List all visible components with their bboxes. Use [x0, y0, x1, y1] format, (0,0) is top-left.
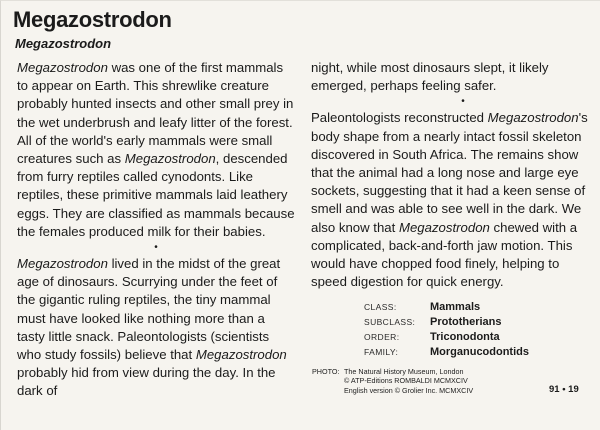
credit-label: PHOTO: — [312, 367, 340, 376]
paragraph — [17, 255, 295, 401]
taxonomy-row-subclass — [364, 316, 529, 331]
text-column-left — [17, 59, 295, 401]
taxonomy-value: Prototherians — [430, 316, 502, 328]
paragraph — [311, 109, 591, 291]
paragraph-text: was one of the first mammals to appear on Earth. This shrewlike creature probably hunted insects and other small prey in the wet underbrush and leafy litter of the forest. All of the world's early mammals were small creatures such as — [17, 60, 294, 167]
taxonomy-table — [364, 301, 529, 361]
species-name: Megazostrodon — [17, 60, 108, 75]
taxonomy-label: ORDER: — [364, 332, 400, 342]
species-name: Megazostrodon — [195, 347, 287, 363]
paragraph-text: Paleontologists reconstructed — [311, 110, 488, 126]
taxonomy-label: FAMILY: — [364, 347, 399, 357]
card-number: 91 • 19 — [549, 384, 579, 395]
paragraph-text: , descended from furry reptiles called cynodonts. Like reptiles, these primitive mammals laid leathery eggs. They are classified as mammals because the females produced milk for their babies. — [17, 151, 295, 239]
photo-credits — [312, 367, 473, 395]
card-title: Megazostrodon — [13, 7, 172, 32]
taxonomy-row-class — [364, 301, 529, 316]
taxonomy-row-order — [364, 331, 529, 346]
paragraph-text: lived in the midst of the great age of dinosaurs. Scurrying under the feet of the gigantic ruling reptiles, the tiny mammal must have looked like nothing more than a tasty little snack. Paleontologists (scientists who study fossils) believe that — [17, 256, 281, 363]
credit-text: The Natural History Museum, London — [344, 367, 464, 376]
card-subtitle: Megazostrodon — [15, 36, 112, 51]
bullet-separator: • — [154, 242, 158, 254]
taxonomy-row-family — [364, 346, 529, 361]
taxonomy-label: SUBCLASS: — [364, 317, 416, 327]
paragraph: night, while most dinosaurs slept, it likely emerged, perhaps feeling safer. — [311, 60, 549, 94]
paragraph — [17, 59, 295, 241]
taxonomy-label: CLASS: — [364, 302, 397, 312]
species-name: Megazostrodon — [398, 219, 490, 235]
bullet-separator: • — [461, 96, 465, 108]
credit-line — [312, 367, 473, 376]
species-name: Megazostrodon — [17, 256, 108, 272]
paragraph-text: chewed with a complicated, back-and-forth jaw motion. This would have chopped food finely, helping to speed digestion for quick energy. — [311, 219, 578, 290]
taxonomy-value: Triconodonta — [430, 331, 500, 343]
taxonomy-value: Morganucodontids — [430, 346, 529, 358]
species-name: Megazostrodon — [487, 110, 579, 126]
paragraph-text: 's body shape from a nearly intact fossil skeleton discovered in South Africa. The remains show that the animal had a long nose and large eye sockets, suggesting that it had a keen sense of smell and was able to see well in the dark. We also know that — [311, 110, 588, 235]
species-name: Megazostrodon — [124, 151, 216, 167]
text-column-right — [311, 59, 591, 291]
credit-line: English version © Grolier Inc. MCMXCIV — [344, 385, 474, 395]
taxonomy-value: Mammals — [430, 301, 481, 313]
credit-line: © ATP-Editions ROMBALDI MCMXCIV — [344, 376, 468, 386]
paragraph-text: probably hid from view during the day. In the dark of — [17, 365, 276, 399]
